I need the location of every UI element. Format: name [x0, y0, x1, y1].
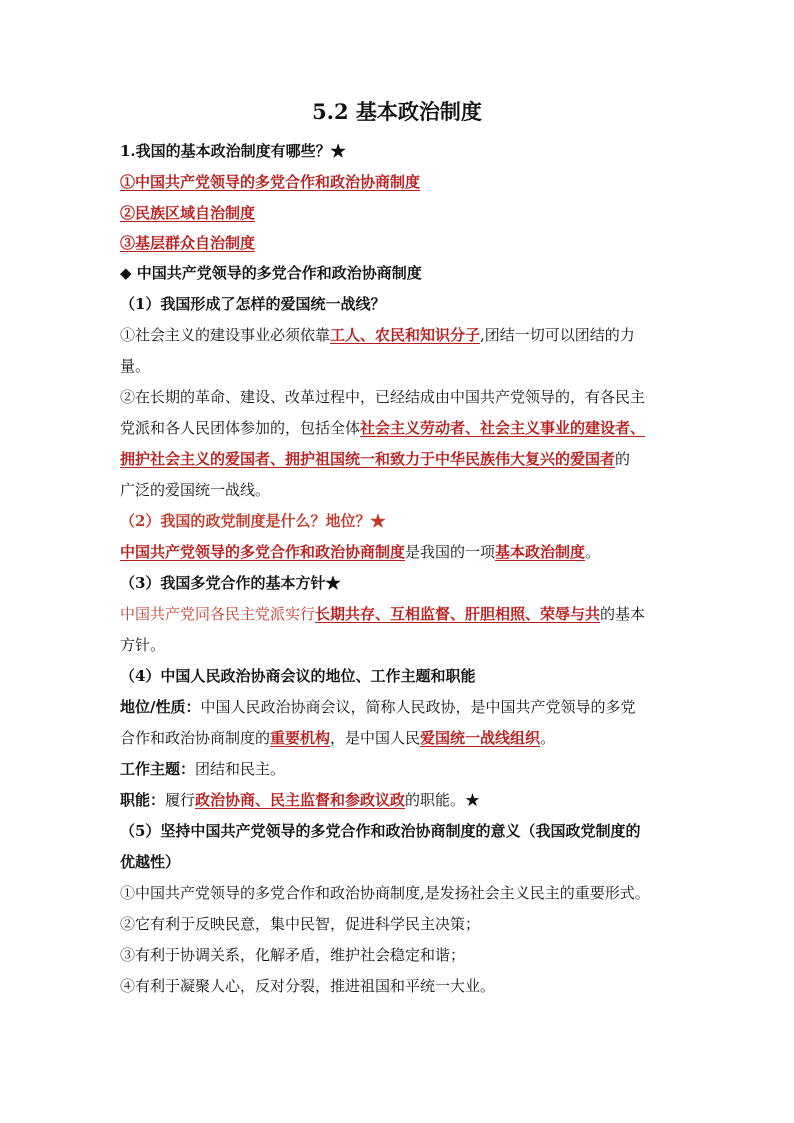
s2-heading: （2）我国的政党制度是什么？地位？ — [120, 512, 371, 530]
s4-function-highlight: 政治协商、民主监督和参政议政 — [195, 791, 406, 809]
s1-p2-highlight-1: 社会主义劳动者、社会主义事业的建设者、 — [360, 419, 646, 437]
s4-position-text-d: 。 — [540, 729, 556, 747]
s2-body — [120, 542, 600, 562]
s4-position-line1 — [120, 697, 636, 717]
s4-position-text-c: ，是中国人民 — [330, 729, 421, 747]
s5-item-2: ②它有利于反映民意，集中民智，促进科学民主决策； — [120, 915, 481, 933]
s4-theme-line — [120, 759, 285, 779]
s2-text-mid: 是我国的一项 — [405, 543, 496, 561]
s1-p2-highlight-2: 拥护社会主义的爱国者、拥护祖国统一和致力于中华民族伟大复兴的爱国者 — [120, 450, 616, 468]
s3-text-a: 中国共产党同各民主党派实行 — [120, 605, 316, 623]
star-icon: ★ — [370, 512, 386, 530]
s4-theme-label: 工作主题： — [120, 760, 196, 778]
s1-p2-text-c: 的 — [615, 450, 631, 468]
s4-function-line — [120, 790, 480, 810]
s5-item-4: ④有利于凝聚人心，反对分裂，推进祖国和平统一大业。 — [120, 977, 496, 995]
s1-p2-line1: ②在长期的革命、建设、改革过程中，已经结成由中国共产党领导的，有各民主 — [120, 388, 646, 406]
s1-heading: （1）我国形成了怎样的爱国统一战线？ — [120, 295, 386, 313]
q1-item-3: ③基层群众自治制度 — [120, 234, 256, 252]
s3-text-b: 的基本 — [600, 605, 646, 623]
question-1-heading: 1.我国的基本政治制度有哪些？★ — [120, 142, 346, 160]
s3-highlight: 长期共存、互相监督、肝胆相照、荣辱与共 — [315, 605, 601, 623]
s5-heading-line1: （5）坚持中国共产党领导的多党合作和政治协商制度的意义（我国政党制度的 — [120, 822, 641, 840]
s4-position-label: 地位/性质： — [120, 698, 201, 716]
s4-heading: （4）中国人民政治协商会议的地位、工作主题和职能 — [120, 667, 476, 685]
s4-position-line2 — [120, 728, 555, 748]
s4-function-label: 职能： — [120, 791, 166, 809]
s1-p1-text-b: ,团结一切可以团结的力 — [480, 326, 635, 344]
s1-p1-line2: 量。 — [120, 357, 151, 375]
s1-p2-line4: 广泛的爱国统一战线。 — [120, 481, 271, 499]
s1-p2-line3 — [120, 449, 630, 469]
s2-highlight-1: 中国共产党领导的多党合作和政治协商制度 — [120, 543, 406, 561]
section-heading: ◆ 中国共产党领导的多党合作和政治协商制度 — [120, 264, 422, 282]
s2-text-end: 。 — [585, 543, 601, 561]
s1-p1-line1 — [120, 325, 635, 345]
s1-p1-highlight: 工人、农民和知识分子 — [330, 326, 481, 344]
s2-highlight-2: 基本政治制度 — [495, 543, 586, 561]
s1-p2-line2 — [120, 418, 645, 438]
s5-heading-line2: 优越性） — [120, 853, 181, 871]
page-title: 5.2 基本政治制度 — [312, 99, 482, 124]
s3-body-line1 — [120, 604, 645, 624]
s5-item-3: ③有利于协调关系，化解矛盾，维护社会稳定和谐； — [120, 946, 466, 964]
s2-heading-line — [120, 511, 385, 531]
s4-position-highlight-1: 重要机构 — [270, 729, 331, 747]
s5-item-1: ①中国共产党领导的多党合作和政治协商制度,是发扬社会主义民主的重要形式。 — [120, 884, 650, 902]
q1-item-1: ①中国共产党领导的多党合作和政治协商制度 — [120, 173, 421, 191]
s1-p2-text-b: 党派和各人民团体参加的，包括全体 — [120, 419, 361, 437]
q1-item-2: ②民族区域自治制度 — [120, 204, 256, 222]
s4-function-text-b: 的职能。★ — [405, 791, 481, 809]
s4-position-highlight-2: 爱国统一战线组织 — [420, 729, 541, 747]
s4-position-text-a: 中国人民政治协商会议，简称人民政协，是中国共产党领导的多党 — [200, 698, 636, 716]
s4-function-text-a: 履行 — [165, 791, 196, 809]
s4-theme-text: 团结和民主。 — [195, 760, 286, 778]
s3-body-line2: 方针。 — [120, 636, 166, 654]
s4-position-text-b: 合作和政治协商制度的 — [120, 729, 271, 747]
s3-heading: （3）我国多党合作的基本方针★ — [120, 574, 341, 592]
s1-p1-text-a: ①社会主义的建设事业必须依靠 — [120, 326, 331, 344]
